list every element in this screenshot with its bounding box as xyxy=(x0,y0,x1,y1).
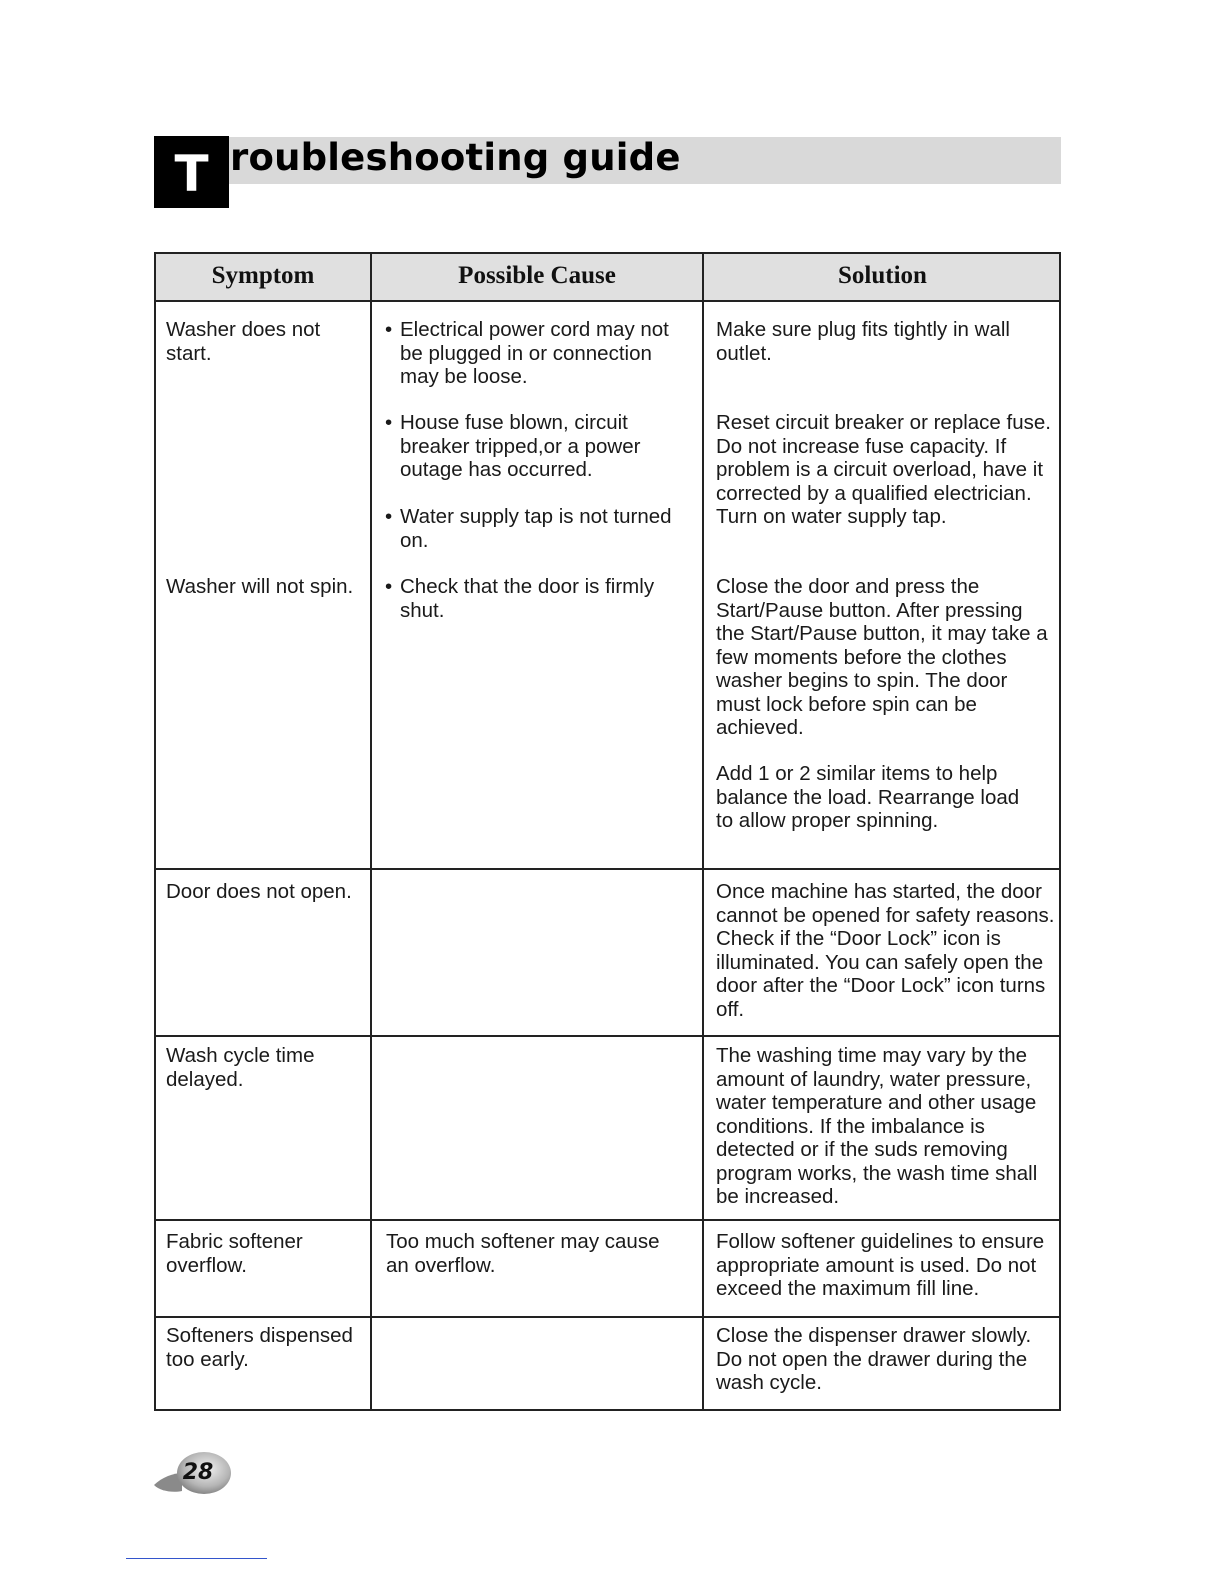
page-number: 28 xyxy=(182,1460,214,1485)
symptom-cell: Washer does not start. xyxy=(166,318,321,365)
cause-cell: • Water supply tap is not turned on. xyxy=(384,505,680,552)
solution-cell: Add 1 or 2 similar items to help balance the load. Rearrange load to allow proper spinning. xyxy=(716,762,1020,832)
solution-cell: Close the door and press the Start/Pause button. After pressing the Start/Pause button, it may take a few moments before the clothes washer begins to spin. The door must lock before spin can be achieved. xyxy=(716,575,1048,739)
solution-cell: Follow softener guidelines to ensure appropriate amount is used. Do not exceed the maximum fill line. xyxy=(716,1230,1045,1300)
solution-cell: Once machine has started, the door cannot be opened for safety reasons. Check if the “Door Lock” icon is illuminated. You can safely open the door after the “Door Lock” icon turns off. xyxy=(716,880,1055,1021)
troubleshooting-table xyxy=(154,252,1061,1411)
column-divider xyxy=(370,254,372,1409)
solution-cell: The washing time may vary by the amount of laundry, water pressure, water temperature and other usage conditions. If the imbalance is detected or if the suds removing program works, the wash time shall be increased. xyxy=(716,1044,1038,1208)
symptom-cell: Softeners dispensed too early. xyxy=(166,1324,353,1371)
cause-cell: Too much softener may cause an overflow. xyxy=(386,1230,660,1277)
header-possible-cause: Possible Cause xyxy=(458,262,616,289)
solution-cell: Turn on water supply tap. xyxy=(716,505,947,528)
header-symptom: Symptom xyxy=(211,262,315,289)
cause-cell: • House fuse blown, circuit breaker tripped,or a power outage has occurred. xyxy=(384,411,680,482)
footer-rule xyxy=(126,1558,267,1559)
row-divider xyxy=(156,868,1059,870)
header-solution: Solution xyxy=(838,262,927,289)
row-divider xyxy=(156,1035,1059,1037)
symptom-cell: Washer will not spin. xyxy=(166,575,354,598)
solution-cell: Reset circuit breaker or replace fuse. Do not increase fuse capacity. If problem is a circuit overload, have it corrected by a qualified electrician. xyxy=(716,411,1051,505)
solution-cell: Close the dispenser drawer slowly. Do not open the drawer during the wash cycle. xyxy=(716,1324,1032,1394)
page-title: roubleshooting guide xyxy=(230,136,681,179)
table-header xyxy=(156,254,1059,302)
cause-cell: • Check that the door is firmly shut. xyxy=(384,575,680,622)
cause-cell: • Electrical power cord may not be plugged in or connection may be loose. xyxy=(384,318,680,389)
row-divider xyxy=(156,1316,1059,1318)
column-divider xyxy=(702,254,704,1409)
row-divider xyxy=(156,1219,1059,1221)
symptom-cell: Fabric softener overflow. xyxy=(166,1230,303,1277)
symptom-cell: Door does not open. xyxy=(166,880,352,903)
solution-cell: Make sure plug fits tightly in wall outlet. xyxy=(716,318,1010,365)
symptom-cell: Wash cycle time delayed. xyxy=(166,1044,315,1091)
title-initial: T xyxy=(154,136,229,208)
